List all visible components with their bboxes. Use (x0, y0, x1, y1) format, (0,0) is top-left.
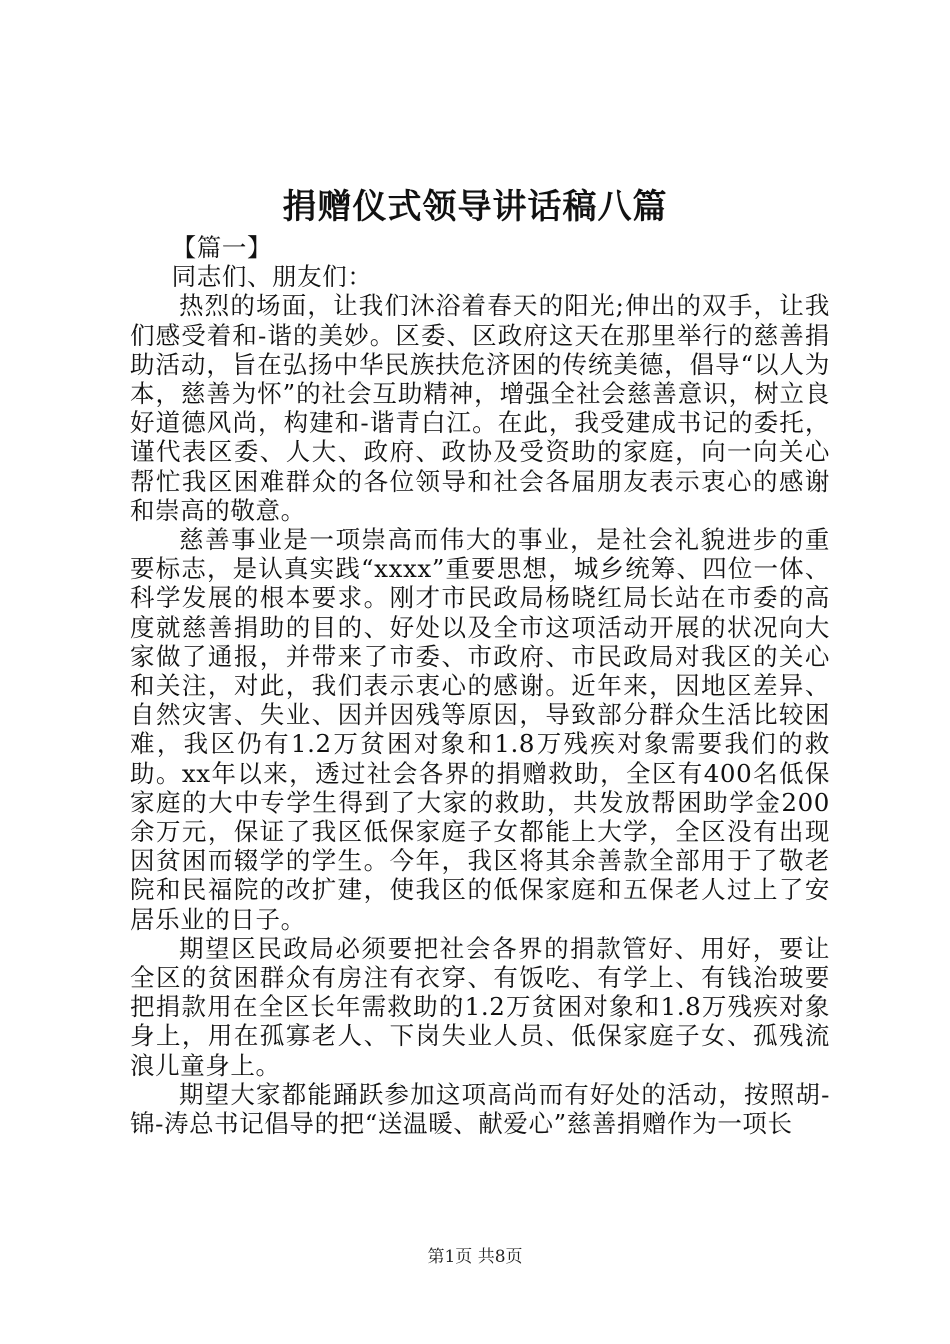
paragraph-4: 期望大家都能踊跃参加这项高尚而有好处的活动，按照胡-锦-涛总书记倡导的把“送温暖、献爱心”慈善捐赠作为一项长 (130, 1079, 830, 1139)
document-title: 捐赠仪式领导讲话稿八篇 (282, 187, 668, 227)
salutation: 同志们、朋友们： (171, 262, 373, 292)
paragraph-2: 慈善事业是一项崇高而伟大的事业，是社会礼貌进步的重要标志，是认真实践“xxxx”重要思想，城乡统筹、四位一体、科学发展的根本要求。刚才市民政局杨晓红局长站在市委的高度就慈善捐助的目的、好处以及全市这项活动开展的状况向大家做了通报，并带来了市委、市政府、市民政局对我区的关心和关注，对此，我们表示衷心的感谢。近年来，因地区差异、自然灾害、失业、因并因残等原因，导致部分群众生活比较困难，我区仍有1.2万贫困对象和1.8万残疾对象需要我们的救助。xx年以来，透过社会各界的捐赠救助，全区有400名低保家庭的大中专学生得到了大家的救助，共发放帮困助学金200余万元，保证了我区低保家庭子女都能上大学，全区没有出现因贫困而辍学的学生。今年，我区将其余善款全部用于了敬老院和民福院的改扩建，使我区的低保家庭和五保老人过上了安居乐业的日子。 (130, 525, 830, 934)
section-label: 【篇一】 (171, 233, 273, 262)
document-body (130, 233, 830, 1138)
paragraph-1: 热烈的场面，让我们沐浴着春天的阳光;伸出的双手，让我们感受着和-谐的美妙。区委、区政府这天在那里举行的慈善捐助活动，旨在弘扬中华民族扶危济困的传统美德，倡导“以人为本，慈善为怀”的社会互助精神，增强全社会慈善意识，树立良好道德风尚，构建和-谐青白江。在此，我受建成书记的委托，谨代表区委、人大、政府、政协及受资助的家庭，向一向关心帮忙我区困难群众的各位领导和社会各届朋友表示衷心的感谢和崇高的敬意。 (130, 291, 830, 525)
paragraph-3: 期望区民政局必须要把社会各界的捐款管好、用好，要让全区的贫困群众有房注有衣穿、有饭吃、有学上、有钱治玻要把捐款用在全区长年需救助的1.2万贫困对象和1.8万残疾对象身上，用在孤寡老人、下岗失业人员、低保家庭子女、孤残流浪儿童身上。 (130, 933, 830, 1080)
page-footer: 第1页 共8页 (427, 1247, 523, 1267)
